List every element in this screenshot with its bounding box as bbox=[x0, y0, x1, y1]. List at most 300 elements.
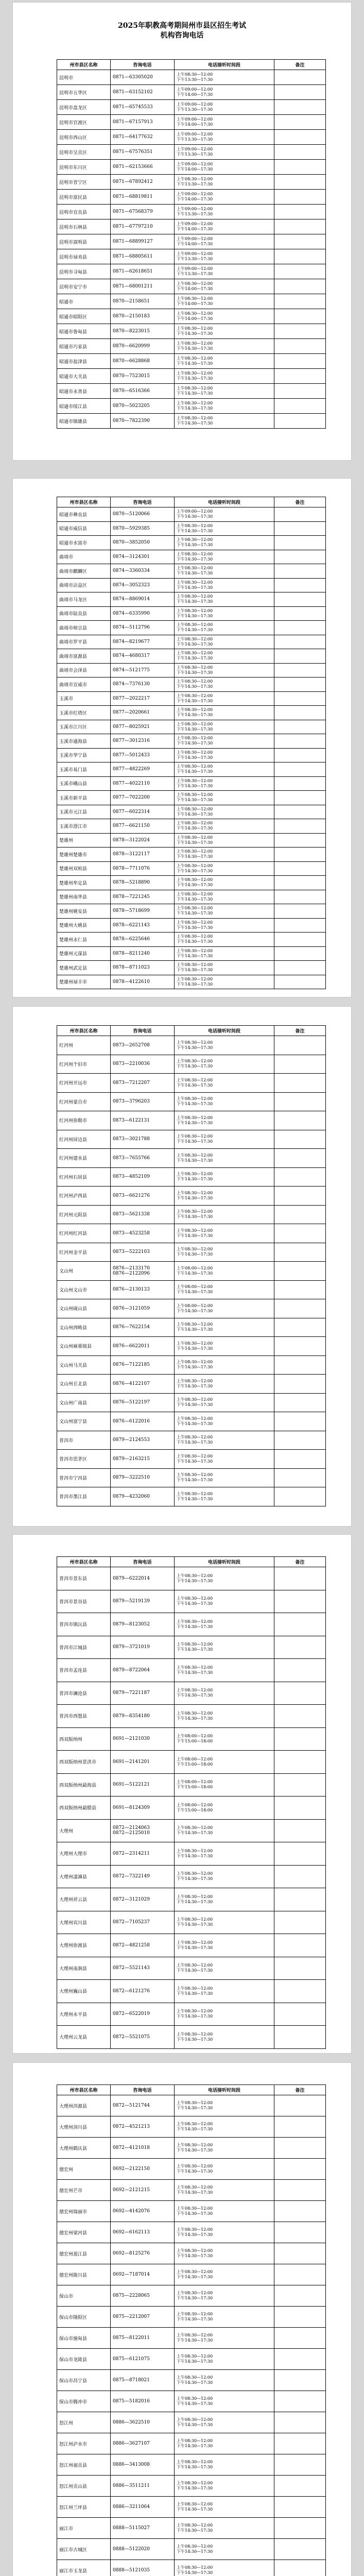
phone-number[interactable]: 0877—2020661 bbox=[113, 710, 150, 716]
table-row bbox=[57, 961, 326, 975]
phone-number[interactable]: 0871—67797210 bbox=[113, 224, 153, 229]
phone-number[interactable]: 0886—3211064 bbox=[113, 2504, 150, 2510]
table-header-row bbox=[57, 1557, 326, 1567]
hours-line: 上午08:30—12:00 bbox=[177, 2396, 213, 2401]
table-row bbox=[57, 1659, 326, 1682]
phone-number[interactable]: 0871—68805611 bbox=[113, 254, 153, 259]
phone-number[interactable]: 0875—6121075 bbox=[113, 2357, 150, 2362]
phone-cell bbox=[111, 1705, 175, 1728]
phone-number[interactable]: 0692—7187014 bbox=[113, 2272, 150, 2277]
hours-line: 下午14:30—17:30 bbox=[177, 514, 213, 519]
phone-cell bbox=[111, 805, 175, 819]
phone-number[interactable]: 0886—3627107 bbox=[113, 2441, 150, 2446]
hours-line: 下午14:30—17:30 bbox=[177, 2169, 213, 2174]
hours-line: 下午14:30—17:30 bbox=[177, 798, 213, 803]
phone-number[interactable]: 0873—7212207 bbox=[113, 1080, 150, 1086]
hours-cell bbox=[175, 1393, 274, 1412]
region-name-cell: 大理州大理市 bbox=[57, 1842, 111, 1866]
phone-number[interactable]: 0874—6335990 bbox=[113, 611, 150, 616]
phone-number[interactable]: 0875—2228065 bbox=[113, 2293, 150, 2298]
region-name-cell: 红河州蒙自市 bbox=[57, 1092, 111, 1111]
phone-number[interactable]: 0874—5121775 bbox=[113, 667, 150, 673]
phone-number[interactable]: 0879—6222014 bbox=[113, 1575, 150, 1581]
remark-cell bbox=[274, 1682, 326, 1705]
phone-number[interactable]: 0870—6628868 bbox=[113, 359, 150, 364]
phone-number[interactable]: 0877—4022110 bbox=[113, 781, 150, 786]
phone-number[interactable]: 0874—5112796 bbox=[113, 625, 150, 631]
phone-number[interactable]: 0876—6622011 bbox=[113, 1343, 150, 1349]
phone-number[interactable]: 0877—6621150 bbox=[113, 823, 150, 829]
remark-cell bbox=[274, 1187, 326, 1206]
table-row bbox=[57, 1705, 326, 1728]
hours-cell bbox=[175, 762, 274, 777]
hours-line: 下午14:30—17:30 bbox=[177, 2486, 213, 2490]
phone-number[interactable]: 0871—65745533 bbox=[113, 105, 153, 110]
hours-cell bbox=[175, 1074, 274, 1093]
hours-cell bbox=[175, 219, 274, 234]
region-name-cell: 德宏州盈江县 bbox=[57, 2243, 111, 2264]
hours-line: 下午14:30—17:30 bbox=[177, 2507, 213, 2512]
phone-number[interactable]: 0871—68819811 bbox=[113, 194, 153, 199]
phone-number[interactable]: 0874—7376130 bbox=[113, 682, 150, 687]
table-row bbox=[57, 309, 326, 324]
phone-cell bbox=[111, 635, 175, 649]
phone-cell bbox=[111, 1337, 175, 1356]
hours-line: 上午08:30—12:00 bbox=[177, 311, 213, 316]
phone-number[interactable]: 0886—3413008 bbox=[113, 2462, 150, 2467]
phone-number[interactable]: 0888—5115027 bbox=[113, 2526, 150, 2531]
table-row bbox=[57, 918, 326, 933]
table-row bbox=[57, 521, 326, 536]
hours-line: 下午14:00—17:30 bbox=[177, 227, 213, 231]
phone-number[interactable]: 0876—5122197 bbox=[113, 1400, 150, 1405]
hours-line: 下午14:30—17:30 bbox=[177, 2190, 213, 2195]
phone-number[interactable]: 0692—2121215 bbox=[113, 2188, 150, 2193]
phone-number[interactable]: 0872—5121744 bbox=[113, 2103, 150, 2108]
region-name-cell: 文山州砚山县 bbox=[57, 1299, 111, 1318]
phone-number[interactable]: 0872—4521213 bbox=[113, 2124, 150, 2129]
region-name-cell: 红河州红河县 bbox=[57, 1224, 111, 1243]
phone-number[interactable]: 0873—6621276 bbox=[113, 1193, 150, 1198]
table-row bbox=[57, 1412, 326, 1431]
table-row bbox=[57, 2222, 326, 2243]
column-header: 咨询电话 bbox=[111, 497, 175, 507]
phone-number[interactable]: 0692—6162113 bbox=[113, 2230, 150, 2235]
phone-number[interactable]: 0871—67892412 bbox=[113, 179, 153, 184]
phone-number[interactable]: 0872—2125010 bbox=[113, 1831, 150, 1836]
phone-number[interactable]: 0874—4680317 bbox=[113, 653, 150, 659]
phone-cell bbox=[111, 2476, 175, 2497]
remark-cell bbox=[274, 145, 326, 160]
phone-number[interactable]: 0874—8219677 bbox=[113, 639, 150, 645]
hours-line: 上午09:00—12:00 bbox=[177, 509, 213, 514]
phone-number[interactable]: 0879—3222510 bbox=[113, 1475, 150, 1481]
phone-number[interactable]: 0871—63152102 bbox=[113, 90, 153, 95]
remark-cell bbox=[274, 294, 326, 309]
phone-number[interactable]: 0877—2022217 bbox=[113, 696, 150, 701]
remark-cell bbox=[274, 1205, 326, 1224]
hours-cell bbox=[175, 2095, 274, 2116]
hours-line: 下午14:30—17:30 bbox=[177, 1624, 213, 1629]
phone-number[interactable]: 0873—2210036 bbox=[113, 1061, 150, 1067]
table-row bbox=[57, 748, 326, 762]
table-row bbox=[57, 70, 326, 85]
phone-number[interactable]: 0878—5718699 bbox=[113, 908, 150, 914]
phone-number[interactable]: 0871—62153666 bbox=[113, 164, 153, 170]
hours-line: 上午08:30—12:00 bbox=[177, 962, 213, 968]
phone-number[interactable]: 0876—2130133 bbox=[113, 1287, 150, 1293]
phone-number[interactable]: 0879—2124553 bbox=[113, 1437, 150, 1443]
remark-cell bbox=[274, 1337, 326, 1356]
phone-number[interactable]: 0878—3122117 bbox=[113, 852, 150, 857]
phone-number[interactable]: 0872—5521075 bbox=[113, 2034, 150, 2040]
hours-cell bbox=[175, 1375, 274, 1394]
hours-line: 上午09:00—12:00 bbox=[177, 132, 213, 137]
phone-number[interactable]: 0878—7221245 bbox=[113, 894, 150, 900]
remark-cell bbox=[274, 2138, 326, 2159]
phone-number[interactable]: 0877—8025921 bbox=[113, 724, 150, 730]
phone-cell bbox=[111, 1092, 175, 1111]
phone-cell bbox=[111, 564, 175, 579]
hours-cell bbox=[175, 1111, 274, 1130]
phone-number[interactable]: 0874—3124301 bbox=[113, 554, 150, 560]
phone-number[interactable]: 0871—64177632 bbox=[113, 134, 153, 140]
phone-number[interactable]: 0872—7105237 bbox=[113, 1920, 150, 1925]
table-row bbox=[57, 160, 326, 175]
phone-cell bbox=[111, 578, 175, 592]
phone-number[interactable]: 0878—6221143 bbox=[113, 922, 150, 928]
hours-line: 上午08:00—12:00 bbox=[177, 1734, 213, 1739]
phone-number[interactable]: 0872—7322149 bbox=[113, 1874, 150, 1879]
phone-number[interactable]: 0872—5521143 bbox=[113, 1965, 150, 1971]
phone-cell bbox=[111, 1393, 175, 1412]
remark-cell bbox=[274, 805, 326, 819]
phone-number[interactable]: 0692—8125276 bbox=[113, 2251, 150, 2256]
table-row bbox=[57, 414, 326, 429]
remark-cell bbox=[274, 339, 326, 354]
phone-number[interactable]: 0876—6122016 bbox=[113, 1418, 150, 1424]
table-row bbox=[57, 1243, 326, 1262]
hours-line: 上午08:30—12:00 bbox=[177, 863, 213, 868]
phone-number[interactable]: 0879—8354180 bbox=[113, 1713, 150, 1719]
phone-number[interactable]: 0873—6122131 bbox=[113, 1117, 150, 1123]
hours-cell bbox=[175, 2159, 274, 2180]
phone-number[interactable]: 0879—8123052 bbox=[113, 1621, 150, 1627]
phone-number[interactable]: 0877—5012433 bbox=[113, 752, 150, 758]
phone-number[interactable]: 0876—2133170 bbox=[113, 1265, 150, 1271]
hours-line: 下午15:00—18:00 bbox=[177, 1739, 213, 1744]
hours-cell bbox=[175, 1842, 274, 1866]
phone-number[interactable]: 0874—3052323 bbox=[113, 582, 150, 588]
phone-number[interactable]: 0878—3122024 bbox=[113, 837, 150, 843]
phone-number[interactable]: 0870—2158651 bbox=[113, 299, 150, 304]
phone-number[interactable]: 0870—7523015 bbox=[113, 374, 150, 379]
hours-line: 上午08:30—12:00 bbox=[177, 580, 213, 585]
table-row bbox=[57, 720, 326, 734]
hours-line: 上午08:30—12:00 bbox=[177, 2565, 213, 2570]
phone-number[interactable]: 0879—5219139 bbox=[113, 1599, 150, 1604]
region-name-cell: 红河州金平县 bbox=[57, 1243, 111, 1262]
hours-line: 上午08:30—12:00 bbox=[177, 1491, 213, 1496]
phone-cell bbox=[111, 961, 175, 975]
region-name-cell: 普洱市宁洱县 bbox=[57, 1468, 111, 1487]
table-row bbox=[57, 2003, 326, 2026]
table-row bbox=[57, 2328, 326, 2349]
remark-cell bbox=[274, 115, 326, 130]
phone-number[interactable]: 0873—5621338 bbox=[113, 1212, 150, 1217]
phone-number[interactable]: 0879—4232060 bbox=[113, 1494, 150, 1499]
contact-table-2 bbox=[57, 497, 326, 989]
phone-number[interactable]: 0872—6522019 bbox=[113, 2011, 150, 2017]
table-row bbox=[57, 1980, 326, 2003]
phone-number[interactable]: 0875—8122011 bbox=[113, 2335, 150, 2341]
table-row bbox=[57, 1613, 326, 1636]
hours-cell bbox=[175, 2497, 274, 2518]
table-row bbox=[57, 2349, 326, 2370]
phone-number[interactable]: 0875—5182016 bbox=[113, 2399, 150, 2404]
hours-cell bbox=[175, 1659, 274, 1682]
hours-cell bbox=[175, 1318, 274, 1337]
phone-number[interactable]: 0879—3721019 bbox=[113, 1645, 150, 1650]
phone-number[interactable]: 0871—68899127 bbox=[113, 239, 153, 244]
phone-number[interactable]: 0878—5218890 bbox=[113, 880, 150, 886]
hours-line: 上午08:30—12:00 bbox=[177, 177, 213, 181]
phone-number[interactable]: 0691—5122121 bbox=[113, 1782, 150, 1788]
region-name-cell: 保山市施甸县 bbox=[57, 2328, 111, 2349]
hours-cell bbox=[175, 507, 274, 522]
region-name-cell: 西双版纳州勐海县 bbox=[57, 1773, 111, 1797]
phone-number[interactable]: 0871—67157913 bbox=[113, 120, 153, 125]
phone-number[interactable]: 0871—67568379 bbox=[113, 209, 153, 214]
phone-number[interactable]: 0691—2121030 bbox=[113, 1736, 150, 1742]
phone-number[interactable]: 0870—6516366 bbox=[113, 388, 150, 394]
column-header: 电话接听时间段 bbox=[175, 1557, 274, 1567]
phone-number[interactable]: 0872—2124063 bbox=[113, 1825, 150, 1831]
hours-cell bbox=[175, 1613, 274, 1636]
phone-number[interactable]: 0874—8869014 bbox=[113, 597, 150, 602]
phone-number[interactable]: 0878—6225646 bbox=[113, 937, 150, 942]
hours-line: 上午08:30—12:00 bbox=[177, 296, 213, 301]
phone-number[interactable]: 0877—7022200 bbox=[113, 795, 150, 801]
hours-cell bbox=[175, 2180, 274, 2201]
phone-number[interactable]: 0870—2150183 bbox=[113, 314, 150, 319]
phone-number[interactable]: 0692—4142076 bbox=[113, 2209, 150, 2214]
phone-number[interactable]: 0870—5023205 bbox=[113, 403, 150, 409]
phone-number[interactable]: 0871—67576351 bbox=[113, 149, 153, 155]
phone-number[interactable]: 0870—8223015 bbox=[113, 329, 150, 334]
remark-cell bbox=[274, 70, 326, 85]
phone-number[interactable]: 0870—6620999 bbox=[113, 344, 150, 349]
phone-number[interactable]: 0879—8722064 bbox=[113, 1667, 150, 1673]
phone-number[interactable]: 0873—2652708 bbox=[113, 1042, 150, 1048]
phone-number[interactable]: 0875—2212007 bbox=[113, 2314, 150, 2319]
region-name-cell: 昆明市呈贡区 bbox=[57, 145, 111, 160]
hours-cell bbox=[175, 234, 274, 249]
phone-number[interactable]: 0871—68001211 bbox=[113, 284, 153, 289]
table-row bbox=[57, 369, 326, 384]
remark-cell bbox=[274, 85, 326, 100]
phone-cell bbox=[111, 2264, 175, 2285]
region-name-cell: 大理州巍山县 bbox=[57, 1980, 111, 2003]
region-name-cell: 红河州屏边县 bbox=[57, 1130, 111, 1149]
table-row bbox=[57, 1431, 326, 1450]
phone-cell bbox=[111, 1773, 175, 1797]
remark-cell bbox=[274, 2285, 326, 2307]
phone-cell bbox=[111, 1130, 175, 1149]
remark-cell bbox=[274, 2454, 326, 2476]
hours-cell bbox=[175, 1727, 274, 1751]
phone-cell bbox=[111, 1355, 175, 1375]
hours-line: 下午15:00—18:00 bbox=[177, 1807, 213, 1812]
phone-cell bbox=[111, 115, 175, 130]
hours-line: 下午14:30—17:30 bbox=[177, 1327, 213, 1332]
hours-line: 下午13:30—17:30 bbox=[177, 182, 213, 187]
phone-cell bbox=[111, 1299, 175, 1318]
phone-number[interactable]: 0879—7221187 bbox=[113, 1690, 150, 1696]
hours-cell bbox=[175, 1280, 274, 1299]
phone-number[interactable]: 0878—7711076 bbox=[113, 866, 150, 871]
hours-line: 下午14:00—17:30 bbox=[177, 242, 213, 246]
region-name-cell: 楚雄州楚雄市 bbox=[57, 848, 111, 862]
region-name-cell: 昆明市晋宁区 bbox=[57, 175, 111, 190]
hours-cell bbox=[175, 1224, 274, 1243]
phone-number[interactable]: 0873—7655766 bbox=[113, 1155, 150, 1161]
hours-line: 上午08:30—12:00 bbox=[177, 1848, 213, 1853]
phone-number[interactable]: 0876—2122096 bbox=[113, 1270, 150, 1276]
region-name-cell: 曲靖市师宗县 bbox=[57, 621, 111, 635]
hours-line: 下午14:30—17:30 bbox=[177, 1421, 213, 1426]
remark-cell bbox=[274, 160, 326, 175]
phone-number[interactable]: 0872—4821258 bbox=[113, 1942, 150, 1948]
hours-line: 上午09:00—12:00 bbox=[177, 222, 213, 226]
hours-cell bbox=[175, 1590, 274, 1613]
remark-cell bbox=[274, 975, 326, 989]
table-row bbox=[57, 805, 326, 819]
remark-cell bbox=[274, 1262, 326, 1281]
phone-number[interactable]: 0878—4122610 bbox=[113, 979, 150, 985]
remark-cell bbox=[274, 414, 326, 429]
phone-number[interactable]: 0879—2163215 bbox=[113, 1456, 150, 1462]
hours-line: 下午14:30—17:30 bbox=[177, 925, 213, 930]
phone-number[interactable]: 0873—4852109 bbox=[113, 1174, 150, 1180]
phone-number[interactable]: 0871—63305020 bbox=[113, 75, 153, 80]
region-name-cell: 昆明市石林县 bbox=[57, 219, 111, 234]
region-name-cell: 昭通市水富市 bbox=[57, 536, 111, 550]
phone-cell bbox=[111, 2539, 175, 2560]
phone-cell bbox=[111, 734, 175, 749]
hours-cell bbox=[175, 369, 274, 384]
column-header: 备注 bbox=[274, 497, 326, 507]
phone-number[interactable]: 0872—2314211 bbox=[113, 1851, 150, 1856]
hours-line: 上午08:30—12:00 bbox=[177, 1963, 213, 1968]
hours-cell bbox=[175, 1299, 274, 1318]
hours-cell bbox=[175, 1450, 274, 1469]
remark-cell bbox=[274, 130, 326, 145]
phone-number[interactable]: 0691—8124309 bbox=[113, 1805, 150, 1810]
phone-number[interactable]: 0878—8711023 bbox=[113, 965, 150, 971]
region-name-cell: 昆明市宜良县 bbox=[57, 205, 111, 219]
phone-number[interactable]: 0870—3852050 bbox=[113, 540, 150, 546]
table-row bbox=[57, 1167, 326, 1187]
phone-number[interactable]: 0877—3012316 bbox=[113, 738, 150, 744]
phone-number[interactable]: 0871—62618651 bbox=[113, 269, 153, 274]
phone-number[interactable]: 0872—4121018 bbox=[113, 2145, 150, 2150]
remark-cell bbox=[274, 861, 326, 876]
region-name-cell: 西双版纳州勐腊县 bbox=[57, 1797, 111, 1820]
hours-line: 上午08:30—12:00 bbox=[177, 1917, 213, 1922]
hours-line: 上午08:30—12:00 bbox=[177, 665, 213, 670]
remark-cell bbox=[274, 1888, 326, 1911]
phone-number[interactable]: 0691—2141201 bbox=[113, 1759, 150, 1765]
remark-cell bbox=[274, 691, 326, 706]
region-name-cell: 保山市隆阳区 bbox=[57, 2307, 111, 2328]
phone-cell bbox=[111, 1450, 175, 1469]
region-name-cell: 文山州文山市 bbox=[57, 1280, 111, 1299]
region-name-cell: 德宏州 bbox=[57, 2159, 111, 2180]
phone-number[interactable]: 0870—5929385 bbox=[113, 526, 150, 531]
hours-cell bbox=[175, 1487, 274, 1506]
phone-number[interactable]: 0886—3622510 bbox=[113, 2420, 150, 2425]
phone-number[interactable]: 0872—3121029 bbox=[113, 1896, 150, 1902]
table-row bbox=[57, 946, 326, 961]
phone-number[interactable]: 0876—4122107 bbox=[113, 1381, 150, 1386]
phone-number[interactable]: 0870—5120066 bbox=[113, 512, 150, 517]
hours-line: 下午14:30—17:30 bbox=[177, 2444, 213, 2448]
hours-cell bbox=[175, 1865, 274, 1888]
phone-number[interactable]: 0876—7622154 bbox=[113, 1325, 150, 1330]
phone-number[interactable]: 0873—4523258 bbox=[113, 1230, 150, 1236]
region-name-cell: 普洱市孟连县 bbox=[57, 1659, 111, 1682]
phone-number[interactable]: 0874—3360334 bbox=[113, 568, 150, 574]
table-row bbox=[57, 2095, 326, 2116]
table-row bbox=[57, 1842, 326, 1866]
table-row bbox=[57, 1074, 326, 1093]
phone-number[interactable]: 0877—4822269 bbox=[113, 767, 150, 772]
phone-number[interactable]: 0873—3021788 bbox=[113, 1137, 150, 1142]
phone-number[interactable]: 0876—3121059 bbox=[113, 1306, 150, 1311]
phone-cell bbox=[111, 2518, 175, 2539]
region-name-cell: 普洱市景东县 bbox=[57, 1567, 111, 1590]
phone-number[interactable]: 0888—5122020 bbox=[113, 2547, 150, 2552]
hours-cell bbox=[175, 2518, 274, 2539]
remark-cell bbox=[274, 1842, 326, 1866]
phone-number[interactable]: 0875—8718021 bbox=[113, 2378, 150, 2383]
table-row bbox=[57, 1055, 326, 1074]
phone-cell bbox=[111, 2370, 175, 2391]
hours-line: 下午14:30—17:30 bbox=[177, 1064, 213, 1069]
phone-cell bbox=[111, 1682, 175, 1705]
region-name-cell: 丽江市古城区 bbox=[57, 2539, 111, 2560]
remark-cell bbox=[274, 904, 326, 919]
phone-number[interactable]: 0872—6121276 bbox=[113, 1988, 150, 1994]
phone-number[interactable]: 0886—3511211 bbox=[113, 2483, 150, 2488]
phone-number[interactable]: 0877—6022314 bbox=[113, 809, 150, 815]
hours-cell bbox=[175, 1355, 274, 1375]
phone-number[interactable]: 0692—2122150 bbox=[113, 2166, 150, 2172]
phone-number[interactable]: 0888—5121035 bbox=[113, 2568, 150, 2573]
phone-number[interactable]: 0876—7122185 bbox=[113, 1362, 150, 1368]
hours-line: 下午14:30—17:30 bbox=[177, 2296, 213, 2300]
phone-number[interactable]: 0870—7822390 bbox=[113, 418, 150, 423]
hours-cell bbox=[175, 819, 274, 834]
region-name-cell: 昆明市五华区 bbox=[57, 85, 111, 100]
phone-number[interactable]: 0873—3796203 bbox=[113, 1099, 150, 1105]
phone-number[interactable]: 0878—8211240 bbox=[113, 951, 150, 956]
remark-cell bbox=[274, 2159, 326, 2180]
phone-number[interactable]: 0873—5222103 bbox=[113, 1249, 150, 1255]
hours-line: 上午08:30—12:00 bbox=[177, 2248, 213, 2253]
remark-cell bbox=[274, 1431, 326, 1450]
